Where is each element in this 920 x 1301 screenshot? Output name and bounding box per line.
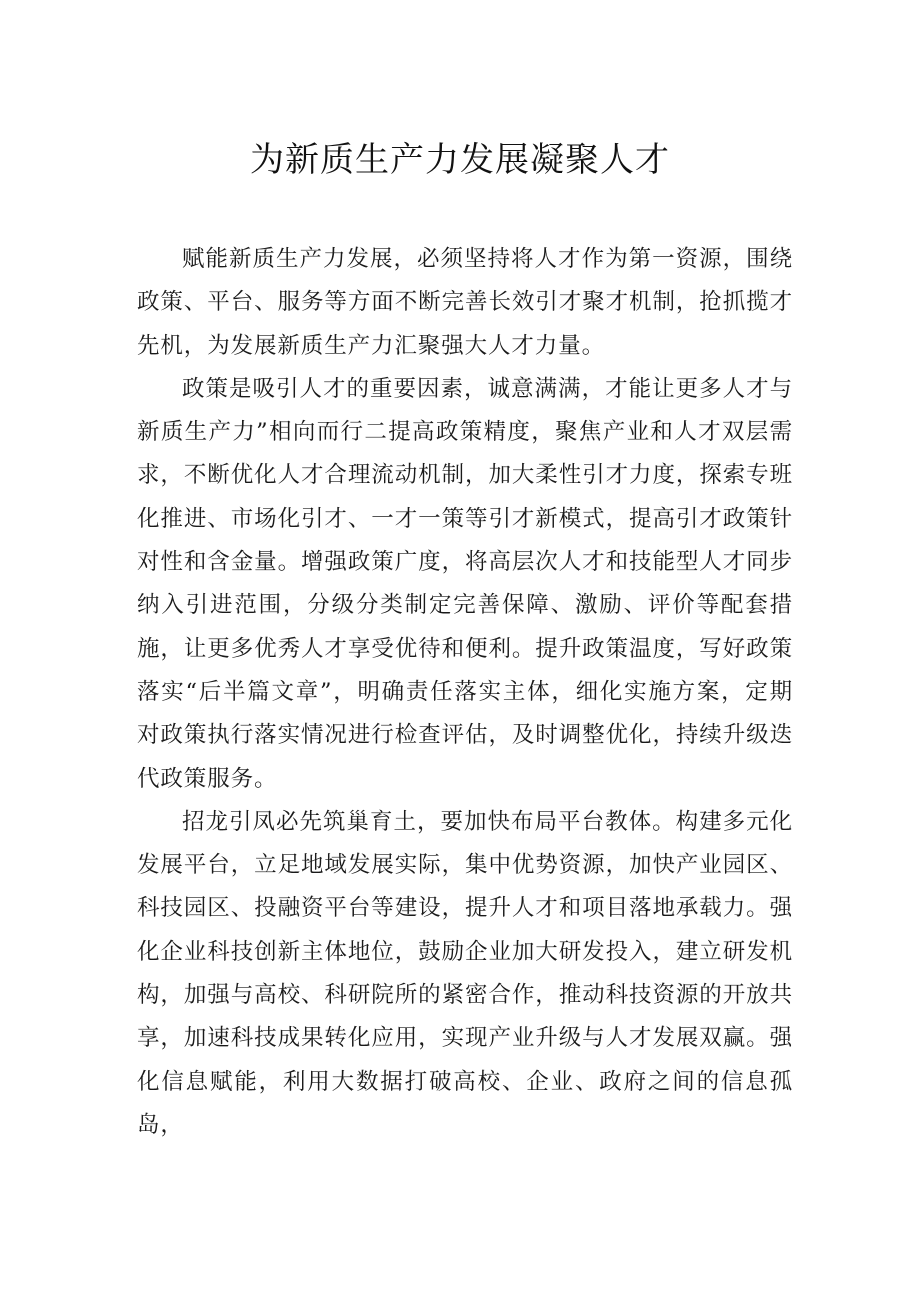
paragraph-3: 招龙引凤必先筑巢育土，要加快布局平台教体。构建多元化发展平台，立足地域发展实际，集中优势资源，加快产业园区、科技园区、投融资平台等建设，提升人才和项目落地承载力。强化企业科技创新主体地位，鼓励企业加大研发投入，建立研发机构，加强与高校、科研院所的紧密合作，推动科技资源的开放共享，加速科技成果转化应用，实现产业升级与人才发展双赢。强化信息赋能，利用大数据打破高校、企业、政府之间的信息孤岛， bbox=[137, 808, 793, 1138]
document-body bbox=[137, 238, 793, 1147]
document-title: 为新质生产力发展凝聚人才 bbox=[250, 140, 670, 180]
paragraph-1: 赋能新质生产力发展，必须坚持将人才作为第一资源，围绕政策、平台、服务等方面不断完善长效引才聚才机制，抢抓揽才先机，为发展新质生产力汇聚强大人才力量。 bbox=[137, 246, 793, 359]
paragraph-2: 政策是吸引人才的重要因素，诚意满满，才能让更多人才与新质生产力”相向而行二提高政策精度，聚焦产业和人才双层需求，不断优化人才合理流动机制，加大柔性引才力度，探索专班化推进、市场化引才、一才一策等引才新模式，提高引才政策针对性和含金量。增强政策广度，将高层次人才和技能型人才同步纳入引进范围，分级分类制定完善保障、激励、评价等配套措施，让更多优秀人才享受优待和便利。提升政策温度，写好政策落实“后半篇文章”，明确责任落实主体，细化实施方案，定期对政策执行落实情况进行检查评估，及时调整优化，持续升级迭代政策服务。 bbox=[137, 375, 793, 792]
